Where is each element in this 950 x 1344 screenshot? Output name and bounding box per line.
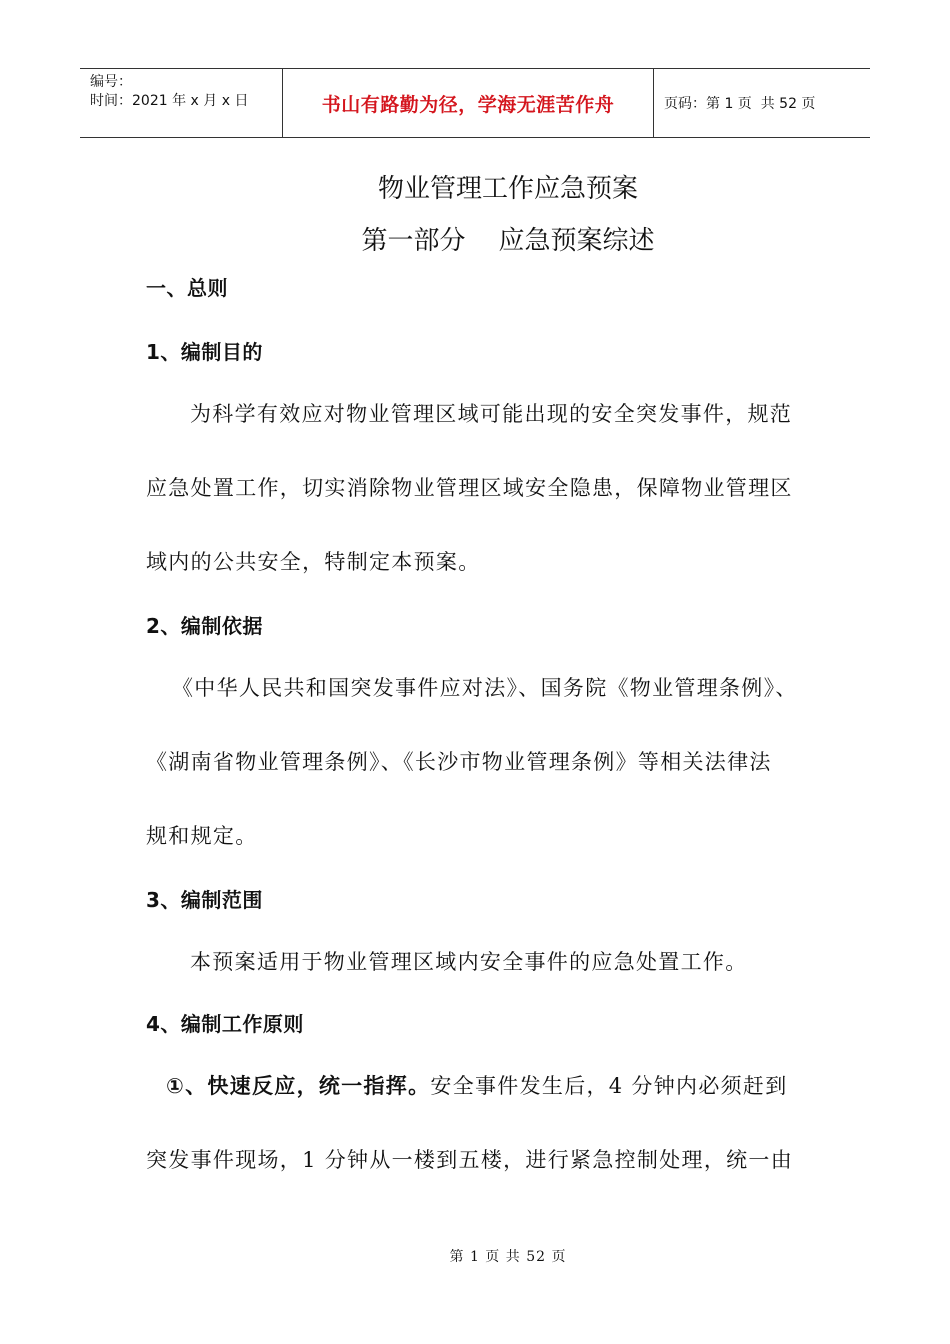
header-page-info <box>654 69 870 137</box>
sec2-line3: 规和规定。 <box>146 824 258 848</box>
part-title: 第一部分 应急预案综述 <box>361 226 655 256</box>
sec4-line2: 突发事件现场，1 分钟从一楼到五楼，进行紧急控制处理，统一由 <box>146 1148 794 1172</box>
sec3-heading: 3、编制范围 <box>146 888 263 912</box>
sec2-line2: 《湖南省物业管理条例》、《长沙市物业管理条例》等相关法律法 <box>146 750 772 774</box>
sec2-line1: 《中华人民共和国突发事件应对法》、国务院《物业管理条例》、 <box>172 676 798 700</box>
sec1-line2: 应急处置工作，切实消除物业管理区域安全隐患，保障物业管理区 <box>146 476 793 500</box>
sec4-heading: 4、编制工作原则 <box>146 1012 304 1036</box>
sec1-line1: 为科学有效应对物业管理区域可能出现的安全突发事件，规范 <box>190 402 793 426</box>
header-motto: 书山有路勤为径，学海无涯苦作舟 <box>282 69 654 137</box>
number-label: 编号： <box>90 74 132 90</box>
sec4-lead-principle: ①、快速反应，统一指挥。 <box>166 1074 431 1098</box>
section-general-heading: 一、总则 <box>146 276 228 300</box>
page-info-text: 页码：第 1 页 共 52 页 <box>664 96 816 112</box>
sec1-line3: 域内的公共安全，特制定本预案。 <box>146 550 481 574</box>
sec1-heading: 1、编制目的 <box>146 340 263 364</box>
header-meta <box>80 69 282 137</box>
header-table <box>80 68 870 138</box>
sec2-heading: 2、编制依据 <box>146 614 263 638</box>
sec3-line1: 本预案适用于物业管理区域内安全事件的应急处置工作。 <box>190 950 748 974</box>
document-title: 物业管理工作应急预案 <box>377 174 638 204</box>
sec4-line1 <box>166 1070 846 1100</box>
sec4-line1-rest: 安全事件发生后，4 分钟内必须赶到 <box>430 1074 788 1098</box>
time-label: 时间：2021 年 x 月 x 日 <box>90 93 249 109</box>
page-footer: 第 1 页 共 52 页 <box>449 1249 567 1265</box>
